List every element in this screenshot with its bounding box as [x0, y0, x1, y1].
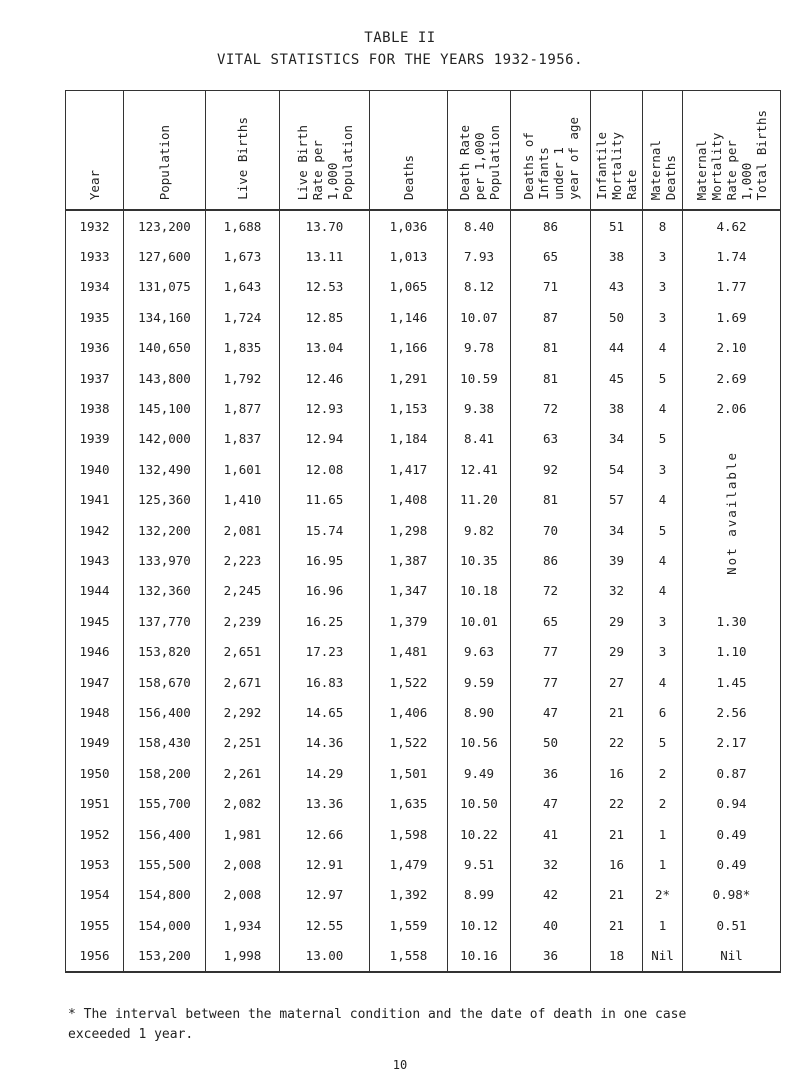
table-row — [66, 667, 781, 697]
table-cell: 4 — [643, 545, 683, 575]
table-cell: 13.70 — [280, 210, 370, 241]
table-cell: 40 — [511, 910, 591, 940]
table-cell: 12.55 — [280, 910, 370, 940]
table-cell: 8 — [643, 210, 683, 241]
table-cell: 14.29 — [280, 758, 370, 788]
table-cell: 1,981 — [206, 819, 280, 849]
table-cell: 1,408 — [370, 485, 448, 515]
table-cell: 86 — [511, 545, 591, 575]
col-header-maternal-mortality: Maternal Mortality Rate per 1,000 Total Births — [683, 91, 781, 211]
table-cell: 127,600 — [124, 241, 206, 271]
table-cell: 2,082 — [206, 788, 280, 818]
table-cell: 2,651 — [206, 636, 280, 666]
table-cell: 132,490 — [124, 454, 206, 484]
table-cell: 9.59 — [448, 667, 511, 697]
table-cell: 158,430 — [124, 728, 206, 758]
table-cell: 81 — [511, 485, 591, 515]
table-cell: 145,100 — [124, 393, 206, 423]
table-cell: 4 — [643, 393, 683, 423]
table-cell: 32 — [511, 849, 591, 879]
table-cell: 1937 — [66, 363, 124, 393]
not-available-label: Not available — [724, 451, 739, 576]
table-cell: 29 — [591, 606, 643, 636]
table-cell: 8.12 — [448, 272, 511, 302]
table-cell: 0.51 — [683, 910, 781, 940]
table-cell: 10.01 — [448, 606, 511, 636]
table-cell: 1954 — [66, 880, 124, 910]
col-header-year: Year — [66, 91, 124, 211]
table-cell: Nil — [683, 940, 781, 971]
table-cell: 22 — [591, 728, 643, 758]
table-cell: 2.06 — [683, 393, 781, 423]
table-cell: 16.25 — [280, 606, 370, 636]
table-cell: 4 — [643, 485, 683, 515]
table-row — [66, 272, 781, 302]
table-cell: 3 — [643, 302, 683, 332]
table-cell: 1942 — [66, 515, 124, 545]
table-cell: 1938 — [66, 393, 124, 423]
table-cell: 13.36 — [280, 788, 370, 818]
table-row — [66, 758, 781, 788]
table-cell: 1 — [643, 819, 683, 849]
table-cell: 1,479 — [370, 849, 448, 879]
table-cell: 1,417 — [370, 454, 448, 484]
table-cell: 3 — [643, 272, 683, 302]
table-cell: 4.62 — [683, 210, 781, 241]
table-cell: 13.11 — [280, 241, 370, 271]
table-cell: 5 — [643, 424, 683, 454]
table-cell: 14.36 — [280, 728, 370, 758]
table-cell: 15.74 — [280, 515, 370, 545]
table-cell: 29 — [591, 636, 643, 666]
table-cell: 1943 — [66, 545, 124, 575]
table-cell: 3 — [643, 606, 683, 636]
table-cell: 39 — [591, 545, 643, 575]
table-cell: 153,820 — [124, 636, 206, 666]
table-cell: Nil — [643, 940, 683, 971]
col-header-live-births: Live Births — [206, 91, 280, 211]
table-cell: 16.95 — [280, 545, 370, 575]
table-cell: 1.10 — [683, 636, 781, 666]
table-cell: 1,153 — [370, 393, 448, 423]
table-cell: 10.16 — [448, 940, 511, 971]
table-cell: 1,522 — [370, 728, 448, 758]
table-cell: 44 — [591, 333, 643, 363]
table-cell: 137,770 — [124, 606, 206, 636]
table-cell: 132,360 — [124, 576, 206, 606]
table-label: TABLE II — [364, 30, 436, 46]
table-cell: 1947 — [66, 667, 124, 697]
table-cell: 9.82 — [448, 515, 511, 545]
table-cell: 50 — [511, 728, 591, 758]
table-cell: 86 — [511, 210, 591, 241]
table-cell: 1948 — [66, 697, 124, 727]
table-cell: 11.20 — [448, 485, 511, 515]
col-header-maternal-deaths: Maternal Deaths — [643, 91, 683, 211]
table-cell: 10.22 — [448, 819, 511, 849]
table-cell: 1,406 — [370, 697, 448, 727]
table-cell: 5 — [643, 728, 683, 758]
table-cell: 54 — [591, 454, 643, 484]
table-cell: 0.87 — [683, 758, 781, 788]
table-cell: 1,036 — [370, 210, 448, 241]
table-cell: 1934 — [66, 272, 124, 302]
table-cell: 1,166 — [370, 333, 448, 363]
table-cell: 3 — [643, 454, 683, 484]
table-cell: 2,223 — [206, 545, 280, 575]
table-cell: 10.35 — [448, 545, 511, 575]
table-cell: 13.04 — [280, 333, 370, 363]
table-row — [66, 333, 781, 363]
table-cell: 38 — [591, 241, 643, 271]
table-cell: 65 — [511, 606, 591, 636]
table-cell: 133,970 — [124, 545, 206, 575]
table-cell: 12.85 — [280, 302, 370, 332]
table-cell: 11.65 — [280, 485, 370, 515]
table-cell: 1,387 — [370, 545, 448, 575]
table-cell: 1951 — [66, 788, 124, 818]
table-cell: 1,837 — [206, 424, 280, 454]
table-cell: 158,670 — [124, 667, 206, 697]
table-cell: 1932 — [66, 210, 124, 241]
table-cell: 72 — [511, 393, 591, 423]
table-cell: 10.12 — [448, 910, 511, 940]
table-cell: 87 — [511, 302, 591, 332]
table-cell: 50 — [591, 302, 643, 332]
table-row — [66, 940, 781, 971]
table-cell: 16 — [591, 758, 643, 788]
table-cell: 71 — [511, 272, 591, 302]
table-cell: 1,410 — [206, 485, 280, 515]
table-cell: 156,400 — [124, 819, 206, 849]
table-cell: 2,671 — [206, 667, 280, 697]
table-cell: 1,998 — [206, 940, 280, 971]
table-cell: 45 — [591, 363, 643, 393]
table-cell: 12.46 — [280, 363, 370, 393]
table-cell: 12.94 — [280, 424, 370, 454]
table-cell: 5 — [643, 363, 683, 393]
table-cell: 1,184 — [370, 424, 448, 454]
table-cell: 36 — [511, 758, 591, 788]
table-cell: 2,292 — [206, 697, 280, 727]
table-cell: 1941 — [66, 485, 124, 515]
table-cell: 10.59 — [448, 363, 511, 393]
table-cell: 81 — [511, 333, 591, 363]
table-cell: 1,643 — [206, 272, 280, 302]
table-row — [66, 576, 781, 606]
table-cell: 12.91 — [280, 849, 370, 879]
table-cell: 81 — [511, 363, 591, 393]
table-cell: 12.93 — [280, 393, 370, 423]
table-cell: 0.94 — [683, 788, 781, 818]
table-cell: 1,558 — [370, 940, 448, 971]
table-cell: 2,081 — [206, 515, 280, 545]
table-cell: 1,601 — [206, 454, 280, 484]
table-cell: 36 — [511, 940, 591, 971]
table-cell: 9.78 — [448, 333, 511, 363]
table-cell: 1,146 — [370, 302, 448, 332]
table-cell: 34 — [591, 515, 643, 545]
table-cell: 12.53 — [280, 272, 370, 302]
table-row — [66, 302, 781, 332]
table-row — [66, 728, 781, 758]
col-header-death-rate: Death Rate per 1,000 Population — [448, 91, 511, 211]
table-cell: 2,261 — [206, 758, 280, 788]
table-row — [66, 636, 781, 666]
table-cell: 1949 — [66, 728, 124, 758]
table-cell: 2,251 — [206, 728, 280, 758]
table-cell: 10.18 — [448, 576, 511, 606]
table-cell: 142,000 — [124, 424, 206, 454]
table-cell: 1 — [643, 910, 683, 940]
table-cell: 1939 — [66, 424, 124, 454]
table-row — [66, 485, 781, 515]
table-cell: 2.10 — [683, 333, 781, 363]
table-cell: 2.17 — [683, 728, 781, 758]
table-cell: 38 — [591, 393, 643, 423]
col-header-population: Population — [124, 91, 206, 211]
table-cell: 18 — [591, 940, 643, 971]
table-cell: 1,559 — [370, 910, 448, 940]
table-cell: 8.90 — [448, 697, 511, 727]
table-cell: 2.69 — [683, 363, 781, 393]
table-cell: 2,245 — [206, 576, 280, 606]
col-header-infantile-mortality: Infantile Mortality Rate — [591, 91, 643, 211]
table-cell: 1.45 — [683, 667, 781, 697]
table-cell: 1 — [643, 849, 683, 879]
table-row — [66, 210, 781, 241]
col-header-live-birth-rate: Live Birth Rate per 1,000 Population — [280, 91, 370, 211]
table-cell: 77 — [511, 636, 591, 666]
table-cell: 1,013 — [370, 241, 448, 271]
table-cell: 143,800 — [124, 363, 206, 393]
footnote: * The interval between the maternal condition and the date of death in one case exceeded 1 year. — [68, 1007, 687, 1042]
table-cell: 1.77 — [683, 272, 781, 302]
table-cell: 16.96 — [280, 576, 370, 606]
table-title: VITAL STATISTICS FOR THE YEARS 1932-1956. — [216, 52, 584, 68]
table-cell: 1,792 — [206, 363, 280, 393]
table-cell: 12.08 — [280, 454, 370, 484]
table-cell: 10.50 — [448, 788, 511, 818]
table-cell: 1,877 — [206, 393, 280, 423]
table-cell: 154,800 — [124, 880, 206, 910]
table-row — [66, 424, 781, 454]
table-cell: 1945 — [66, 606, 124, 636]
table-cell: 57 — [591, 485, 643, 515]
table-row — [66, 697, 781, 727]
table-cell: 5 — [643, 515, 683, 545]
col-header-deaths: Deaths — [370, 91, 448, 211]
table-cell: 70 — [511, 515, 591, 545]
table-cell: 1.69 — [683, 302, 781, 332]
table-cell: 1944 — [66, 576, 124, 606]
table-cell: 9.51 — [448, 849, 511, 879]
table-cell: 1952 — [66, 819, 124, 849]
table-cell: 77 — [511, 667, 591, 697]
table-cell: 12.66 — [280, 819, 370, 849]
table-cell: 22 — [591, 788, 643, 818]
table-cell: 1,688 — [206, 210, 280, 241]
table-cell: 47 — [511, 697, 591, 727]
table-cell: 27 — [591, 667, 643, 697]
table-cell: 0.98* — [683, 880, 781, 910]
table-row — [66, 910, 781, 940]
table-cell: 3 — [643, 636, 683, 666]
table-cell: 156,400 — [124, 697, 206, 727]
table-cell: 140,650 — [124, 333, 206, 363]
table-cell: 1935 — [66, 302, 124, 332]
table-cell: 1,481 — [370, 636, 448, 666]
table-cell: 1,673 — [206, 241, 280, 271]
table-cell: 6 — [643, 697, 683, 727]
table-cell: 72 — [511, 576, 591, 606]
table-cell: 17.23 — [280, 636, 370, 666]
table-row — [66, 545, 781, 575]
table-row — [66, 606, 781, 636]
table-cell: 1.30 — [683, 606, 781, 636]
table-cell: 1940 — [66, 454, 124, 484]
table-cell: 134,160 — [124, 302, 206, 332]
table-cell: 1946 — [66, 636, 124, 666]
table-cell: 1,379 — [370, 606, 448, 636]
table-row — [66, 849, 781, 879]
table-cell: 7.93 — [448, 241, 511, 271]
table-cell: 9.38 — [448, 393, 511, 423]
vital-statistics-table — [65, 90, 781, 973]
table-cell: 10.56 — [448, 728, 511, 758]
table-cell: 92 — [511, 454, 591, 484]
table-cell: 21 — [591, 880, 643, 910]
table-cell: 1936 — [66, 333, 124, 363]
table-cell: 1,724 — [206, 302, 280, 332]
table-cell: 1933 — [66, 241, 124, 271]
table-cell: 0.49 — [683, 849, 781, 879]
table-cell: 13.00 — [280, 940, 370, 971]
table-row — [66, 393, 781, 423]
table-cell: 2.56 — [683, 697, 781, 727]
table-cell: 1,392 — [370, 880, 448, 910]
page-number: 10 — [392, 1058, 408, 1072]
table-row — [66, 819, 781, 849]
table-cell: 1,501 — [370, 758, 448, 788]
table-cell: 1950 — [66, 758, 124, 788]
table-cell: 4 — [643, 667, 683, 697]
table-cell: 132,200 — [124, 515, 206, 545]
table-cell: 1,635 — [370, 788, 448, 818]
table-cell: 42 — [511, 880, 591, 910]
table-cell: 4 — [643, 333, 683, 363]
table-cell: 131,075 — [124, 272, 206, 302]
table-cell: 63 — [511, 424, 591, 454]
table-cell: 4 — [643, 576, 683, 606]
table-cell: 1,065 — [370, 272, 448, 302]
table-cell: 21 — [591, 697, 643, 727]
table-row — [66, 241, 781, 271]
table-cell: 32 — [591, 576, 643, 606]
table-cell: 9.49 — [448, 758, 511, 788]
table-cell: 2 — [643, 758, 683, 788]
table-cell: 43 — [591, 272, 643, 302]
table-cell: 154,000 — [124, 910, 206, 940]
table-cell: 8.41 — [448, 424, 511, 454]
table-cell: 8.40 — [448, 210, 511, 241]
table-cell: 123,200 — [124, 210, 206, 241]
table-row — [66, 454, 781, 484]
table-cell: 1955 — [66, 910, 124, 940]
table-cell: 0.49 — [683, 819, 781, 849]
table-cell: 155,500 — [124, 849, 206, 879]
table-cell: 16 — [591, 849, 643, 879]
table-cell: 1,298 — [370, 515, 448, 545]
table-cell: 65 — [511, 241, 591, 271]
table-cell: 125,360 — [124, 485, 206, 515]
table-cell: 3 — [643, 241, 683, 271]
table-cell: 47 — [511, 788, 591, 818]
table-cell: 1956 — [66, 940, 124, 971]
table-cell: 12.97 — [280, 880, 370, 910]
table-cell: 2 — [643, 788, 683, 818]
table-cell — [683, 424, 781, 606]
table-cell: 2,239 — [206, 606, 280, 636]
table-cell: 2,008 — [206, 880, 280, 910]
table-cell: 1953 — [66, 849, 124, 879]
table-cell: 1,934 — [206, 910, 280, 940]
table-cell: 158,200 — [124, 758, 206, 788]
table-cell: 1,291 — [370, 363, 448, 393]
table-cell: 51 — [591, 210, 643, 241]
table-cell: 8.99 — [448, 880, 511, 910]
table-cell: 2,008 — [206, 849, 280, 879]
table-cell: 155,700 — [124, 788, 206, 818]
table-cell: 21 — [591, 819, 643, 849]
table-row — [66, 515, 781, 545]
table-cell: 41 — [511, 819, 591, 849]
table-cell: 10.07 — [448, 302, 511, 332]
table-cell: 14.65 — [280, 697, 370, 727]
table-cell: 21 — [591, 910, 643, 940]
table-cell: 1,835 — [206, 333, 280, 363]
table-cell: 12.41 — [448, 454, 511, 484]
col-header-infant-deaths: Deaths of Infants under 1 year of age — [511, 91, 591, 211]
table-row — [66, 880, 781, 910]
table-row — [66, 363, 781, 393]
table-cell: 1,522 — [370, 667, 448, 697]
table-cell: 16.83 — [280, 667, 370, 697]
table-cell: 34 — [591, 424, 643, 454]
table-row — [66, 788, 781, 818]
table-cell: 1,598 — [370, 819, 448, 849]
table-cell: 2* — [643, 880, 683, 910]
table-cell: 153,200 — [124, 940, 206, 971]
table-cell: 9.63 — [448, 636, 511, 666]
table-cell: 1.74 — [683, 241, 781, 271]
table-cell: 1,347 — [370, 576, 448, 606]
header-row — [66, 91, 781, 211]
